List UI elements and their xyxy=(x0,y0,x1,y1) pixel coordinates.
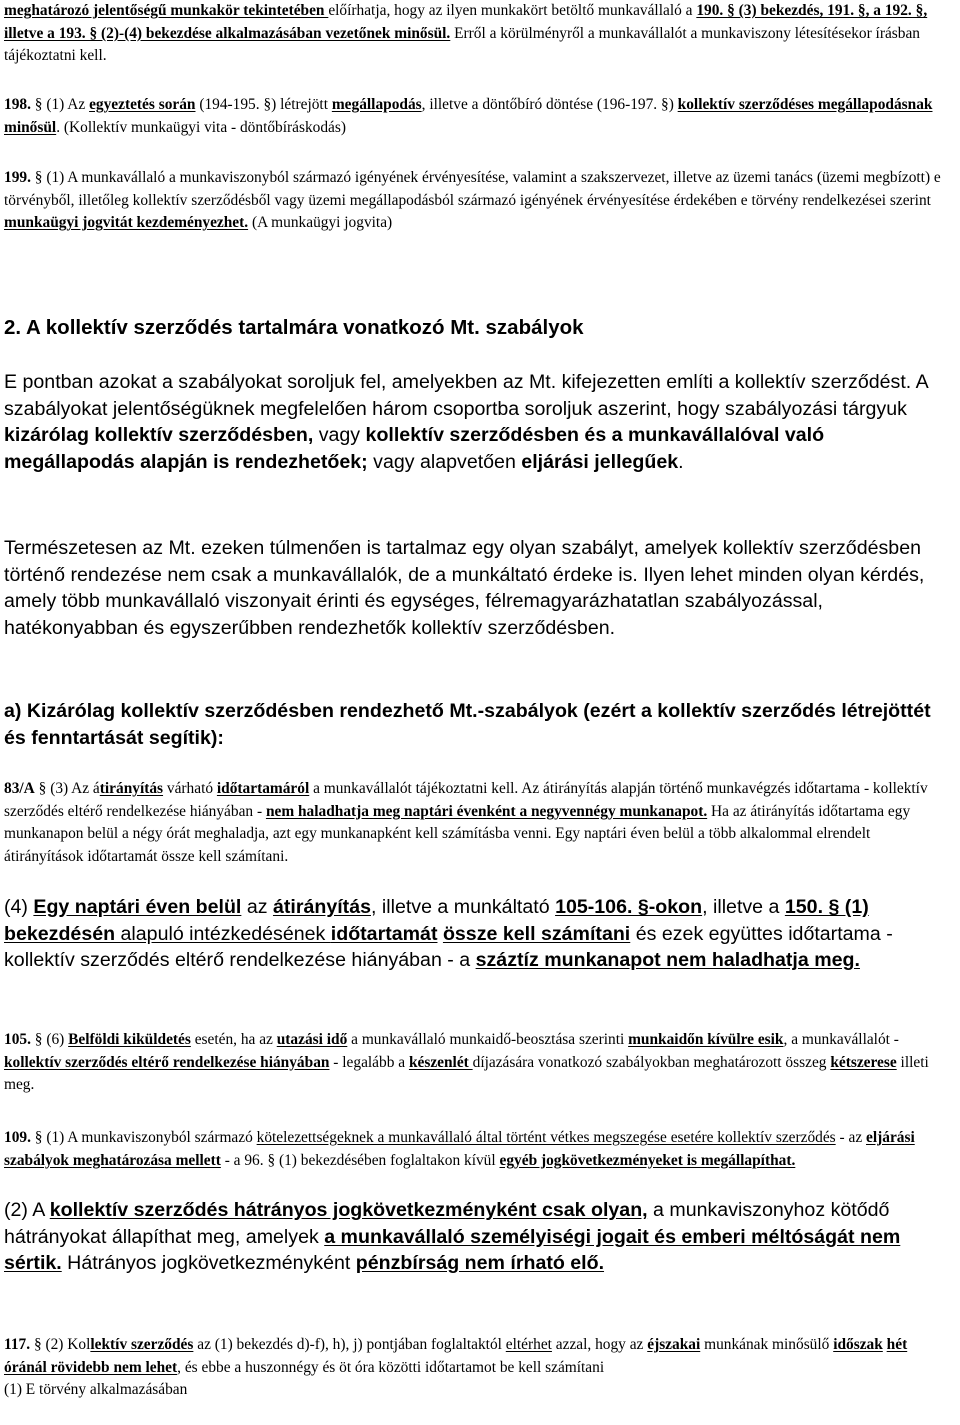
text-run: § (1) Az xyxy=(30,96,90,113)
text-run: lektív szerződés xyxy=(90,1336,194,1353)
text-run: § (3) Az á xyxy=(34,780,100,797)
paragraph-105 xyxy=(4,1029,952,1097)
text-run: illeti meg. xyxy=(4,1053,929,1094)
text-run: § (1) A munkaviszonyból származó xyxy=(30,1129,257,1146)
section-number: 199. xyxy=(4,169,31,186)
text-run: vagy xyxy=(313,424,366,447)
text-run: egyéb jogkövetkezményeket is megállapíthat. xyxy=(499,1151,796,1169)
text-run: az (1) bekezdés d)-f), h), j) pontjában foglaltaktól xyxy=(193,1336,506,1353)
text-run: (A munkaügyi jogvita) xyxy=(248,214,393,232)
text-run: egyeztetés során xyxy=(89,96,196,113)
text-run: , a munkavállalót - xyxy=(783,1031,899,1048)
paragraph-83a xyxy=(4,778,952,868)
text-run: a munkavállalót tájékoztatni kell. Az átirányítás alapján történő munkavégzés időtartama - kollektív szerződés eltérő rendelkezése hiányában - xyxy=(4,780,928,820)
text-run: és ezek együttes időtartama - kollektív szerződés eltérő rendelkezése hiányában - a xyxy=(4,922,893,972)
text-run: , illetve a döntőbíró döntése (196-197. §) xyxy=(421,96,678,113)
text-run: Ha az átirányítás időtartama egy munkanapon belül a négy órát meghaladja, azt egy munkanapként kell számításba venni. Egy naptári éven belül a több alkalommal elrendelt átirányítások időtartamát össze kell számítani. xyxy=(4,802,911,865)
text-run: 190. § (3) bekezdés, 191. §, a 192. §, illetve a 193. § (2)-(4) bekezdése alkalmazásában vezetőnek minősül. xyxy=(4,2,928,42)
paragraph-198 xyxy=(4,94,952,139)
text-run: munkának minősülő xyxy=(700,1336,834,1353)
text-run: azzal, hogy az xyxy=(551,1336,648,1353)
text-run: , illetve a xyxy=(702,896,785,918)
text-run: átirányítás xyxy=(272,896,371,918)
text-run: időtartamáról xyxy=(216,780,310,797)
section-number: 117. xyxy=(4,1336,31,1353)
paragraph-natural: Természetesen az Mt. ezeken túlmenően is tartalmaz egy olyan szabályt, amelyek kollektív szerződésben történő rendezése nem csak a munkavállalók, de a munkáltató érdeke is. Ilyen lehet minden olyan kérdés, amely több munkavállaló viszonyait érinti és egységes, félremagyarázhatatlan szabályozással, hatékonyabban és egyszerűbben rendezhetők kollektív szerződésben. xyxy=(4,537,925,639)
text-run: (2) A xyxy=(4,1199,50,1221)
text-run: E pontban azokat a szabályokat soroljuk fel, amelyekben az Mt. kifejezetten említi a kollektív szerződést. A szabályokat jelentőségüknek megfelelően három csoportba soroljuk aszerint, hogy szabályozási tárgyuk xyxy=(4,371,928,420)
text-run: kizárólag kollektív szerződésben, xyxy=(4,424,314,447)
text-run: száztíz munkanapot nem haladhatja meg. xyxy=(475,949,860,972)
text-run: esetén, ha az xyxy=(190,1031,277,1048)
text-run: munkaidőn kívülre esik xyxy=(628,1031,784,1048)
section-number: 83/A xyxy=(4,780,35,797)
paragraph-117 xyxy=(4,1334,952,1402)
paragraph-4 xyxy=(4,894,952,974)
paragraph-top xyxy=(4,0,952,68)
text-run: eltérhet xyxy=(505,1336,552,1353)
text-run: pénzbírság nem írható elő. xyxy=(355,1252,605,1275)
text-run: a munkavállaló személyiségi jogait és emberi méltóságát nem sértik. xyxy=(4,1225,901,1275)
text-run: Hátrányos jogkövetkezményként xyxy=(61,1252,356,1275)
paragraph-2 xyxy=(4,1197,952,1277)
text-run: megállapodás xyxy=(331,96,422,113)
text-run: § (6) xyxy=(30,1031,69,1048)
text-run: várható xyxy=(163,780,217,797)
text-run: az xyxy=(241,896,273,918)
text-run: eljárási szabályok meghatározása mellett xyxy=(4,1129,915,1169)
text-run: , illetve a munkáltató xyxy=(371,896,556,918)
section-heading: 2. A kollektív szerződés tartalmára vonatkozó Mt. szabályok xyxy=(4,316,584,339)
text-run: - az xyxy=(835,1129,867,1146)
text-run: 105-106. §-okon xyxy=(555,896,703,918)
text-run: alapuló intézkedésének xyxy=(120,922,331,945)
text-run: időtartamát xyxy=(330,922,438,945)
subsection-heading: a) Kizárólag kollektív szerződésben rendezhető Mt.-szabályok (ezért a kollektív szerződés létrejöttét és fenntartását segítik): xyxy=(4,700,931,749)
section-number: 109. xyxy=(4,1129,31,1146)
text-run: utazási idő xyxy=(276,1031,348,1048)
text-run: Belföldi kiküldetés xyxy=(68,1031,191,1048)
text-run: eljárási jellegűek xyxy=(521,450,679,473)
section-number: 198. xyxy=(4,96,31,113)
text-run: kollektív szerződéses megállapodásnak minősül xyxy=(4,96,933,136)
text-run: 150. § (1) bekezdésén xyxy=(4,896,869,945)
text-run: a munkaviszonyhoz kötődő hátrányokat állapíthat meg, amelyek xyxy=(4,1199,890,1248)
text-run: nem haladhatja meg naptári évenként a negyvennégy munkanapot. xyxy=(265,802,708,820)
text-run: - legalább a xyxy=(329,1053,409,1071)
text-run: . (Kollektív munkaügyi vita - döntőbíráskodás) xyxy=(56,118,346,136)
text-run: (194-195. §) létrejött xyxy=(195,96,332,113)
text-run: díjazására vonatkozó szabályokban meghatározott összeg xyxy=(472,1053,831,1071)
section-number: 105. xyxy=(4,1031,31,1048)
text-run: , és ebbe a huszonnégy és öt óra közötti időtartamot be kell számítani xyxy=(177,1358,605,1376)
text-run: munkaügyi jogvitát kezdeményezhet. xyxy=(4,214,249,232)
text-run: § (1) A munkavállaló a munkaviszonyból származó igényének érvényesítése, valamint a szakszervezet, illetve az üzemi tanács (üzemi megbízott) e törvényből, illetőleg kollektív szerződésből vagy üzemi megállapodásból származó igényének érvényesítése érdekében e törvény rendelkezései szerint xyxy=(4,169,941,209)
text-run: össze kell számítani xyxy=(442,922,631,945)
text-run: (1) E törvény alkalmazásában xyxy=(4,1381,188,1399)
text-run: előírhatja, hogy az ilyen munkakört betöltő munkavállaló a xyxy=(328,2,697,19)
text-run: hét óránál rövidebb nem lehet xyxy=(4,1336,908,1376)
text-run: Erről a körülményről a munkavállalót a munkaviszony létesítésekor írásban tájékoztatni kell. xyxy=(4,24,920,65)
text-run: kollektív szerződés eltérő rendelkezése hiányában xyxy=(4,1053,330,1071)
text-run: a munkavállaló munkaidő-beosztása szerinti xyxy=(347,1031,629,1048)
text-run: időszak xyxy=(833,1336,883,1353)
text-run: készenlét xyxy=(408,1053,473,1071)
text-run: (4) xyxy=(4,896,34,918)
text-run: tirányítás xyxy=(99,780,164,797)
text-run: - a 96. § (1) bekezdésében foglaltakon kívül xyxy=(220,1151,500,1169)
paragraph-109 xyxy=(4,1127,952,1172)
paragraph-199 xyxy=(4,167,952,235)
text-run: kollektív szerződés hátrányos jogkövetkezményként csak olyan, xyxy=(49,1199,648,1221)
text-run: vagy alapvetően xyxy=(367,450,522,473)
text-run: meghatározó jelentőségű munkakör tekintetében xyxy=(4,2,329,19)
paragraph-intro xyxy=(4,369,952,475)
text-run: kollektív szerződésben és a munkavállalóval való megállapodás alapján is rendezhetőek; xyxy=(4,424,825,473)
text-run: Egy naptári éven belül xyxy=(33,896,242,918)
text-run: éjszakai xyxy=(647,1336,701,1353)
text-run: . xyxy=(678,450,684,473)
text-run: § (2) Kol xyxy=(30,1336,91,1353)
text-run: kétszerese xyxy=(830,1053,897,1071)
text-run: kötelezettségeknek a munkavállaló által történt vétkes megszegése esetére kollektív szerződés xyxy=(256,1129,836,1146)
